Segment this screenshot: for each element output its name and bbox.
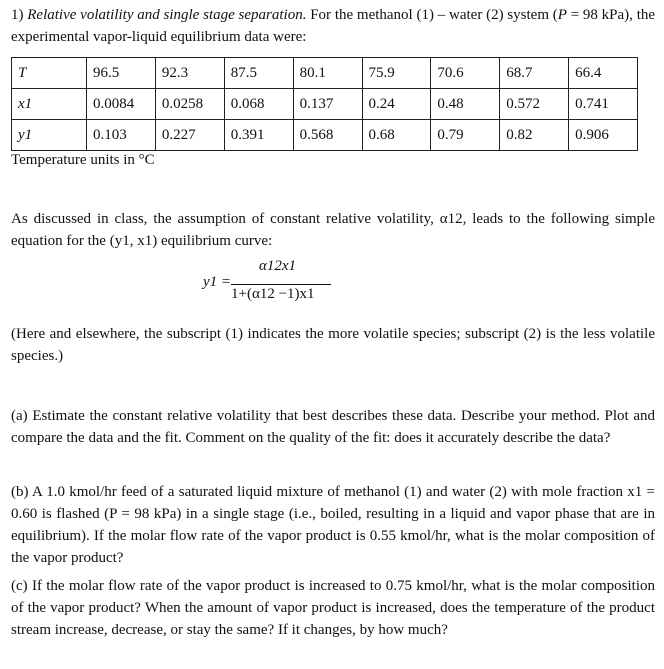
table-cell: 0.0258 <box>155 89 224 120</box>
table-row <box>12 58 638 89</box>
table-cell: 96.5 <box>87 58 156 89</box>
table-cell: 0.906 <box>569 120 638 151</box>
problem-intro <box>11 4 655 48</box>
question-b-text: A 1.0 kmol/hr feed of a saturated liquid mixture of methanol (1) and water (2) with mole fraction x1 = 0.60 is flashed (P = 98 kPa) in a single stage (i.e., boiled, resulting in a liquid and vapor phase that are in equilibrium). If the molar flow rate of the vapor product is 0.55 kmol/hr, what is the molar composition of the vapor product? <box>11 484 655 566</box>
table-cell: 68.7 <box>500 58 569 89</box>
table-row <box>12 89 638 120</box>
row-header: T <box>12 58 87 89</box>
table-cell: 75.9 <box>362 58 431 89</box>
problem-title: Relative volatility and single stage separation. <box>27 7 307 23</box>
row-header: x1 <box>12 89 87 120</box>
discussion-paragraph <box>11 208 655 252</box>
table-cell: 0.24 <box>362 89 431 120</box>
table-cell: 0.103 <box>87 120 156 151</box>
vle-data-table <box>11 57 638 151</box>
table-cell: 0.741 <box>569 89 638 120</box>
question-b-label: (b) <box>11 484 29 500</box>
pressure-symbol: P <box>557 7 567 23</box>
problem-number: 1) <box>11 7 24 23</box>
table-cell: 70.6 <box>431 58 500 89</box>
fraction-bar <box>231 284 331 285</box>
equation-numerator: α12x1 <box>259 258 297 274</box>
table-cell: 66.4 <box>569 58 638 89</box>
question-a-label: (a) <box>11 408 28 424</box>
units-note: Temperature units in °C <box>11 152 155 168</box>
question-c-label: (c) <box>11 578 28 594</box>
table-cell: 0.572 <box>500 89 569 120</box>
intro-text-b: = 98 kPa), the experimental vapor-liquid equilibrium data were: <box>11 7 656 45</box>
table-cell: 92.3 <box>155 58 224 89</box>
question-a <box>11 405 655 449</box>
question-b <box>11 481 655 569</box>
table-cell: 0.068 <box>224 89 293 120</box>
table-cell: 0.68 <box>362 120 431 151</box>
table-cell: 0.568 <box>293 120 362 151</box>
table-cell: 0.227 <box>155 120 224 151</box>
equation-lhs: y1 = <box>203 274 232 290</box>
question-c-text: If the molar flow rate of the vapor product is increased to 0.75 kmol/hr, what is the molar composition of the vapor product? When the amount of vapor product is increased, does the temperature of the product stream increase, decrease, or stay the same? If it changes, by how much? <box>11 578 656 638</box>
table-cell: 0.137 <box>293 89 362 120</box>
table-cell: 80.1 <box>293 58 362 89</box>
subscript-note: (Here and elsewhere, the subscript (1) indicates the more volatile species; subscript (2) is the less volatile species.) <box>11 326 655 364</box>
table-cell: 0.391 <box>224 120 293 151</box>
discussion-text: As discussed in class, the assumption of constant relative volatility, α12, leads to the following simple equation for the (y1, x1) equilibrium curve: <box>11 211 655 249</box>
question-a-text: Estimate the constant relative volatility that best describes these data. Describe your method. Plot and compare the data and the fit. Comment on the quality of the fit: does it accurately describe the data? <box>11 408 655 446</box>
row-header: y1 <box>12 120 87 151</box>
table-cell: 0.79 <box>431 120 500 151</box>
question-c <box>11 575 655 641</box>
table-row <box>12 120 638 151</box>
table-cell: 0.0084 <box>87 89 156 120</box>
equation-denominator: 1+(α12 −1)x1 <box>231 286 315 302</box>
intro-text-a: For the methanol (1) – water (2) system ( <box>310 7 558 23</box>
table-cell: 0.48 <box>431 89 500 120</box>
table-cell: 0.82 <box>500 120 569 151</box>
table-cell: 87.5 <box>224 58 293 89</box>
